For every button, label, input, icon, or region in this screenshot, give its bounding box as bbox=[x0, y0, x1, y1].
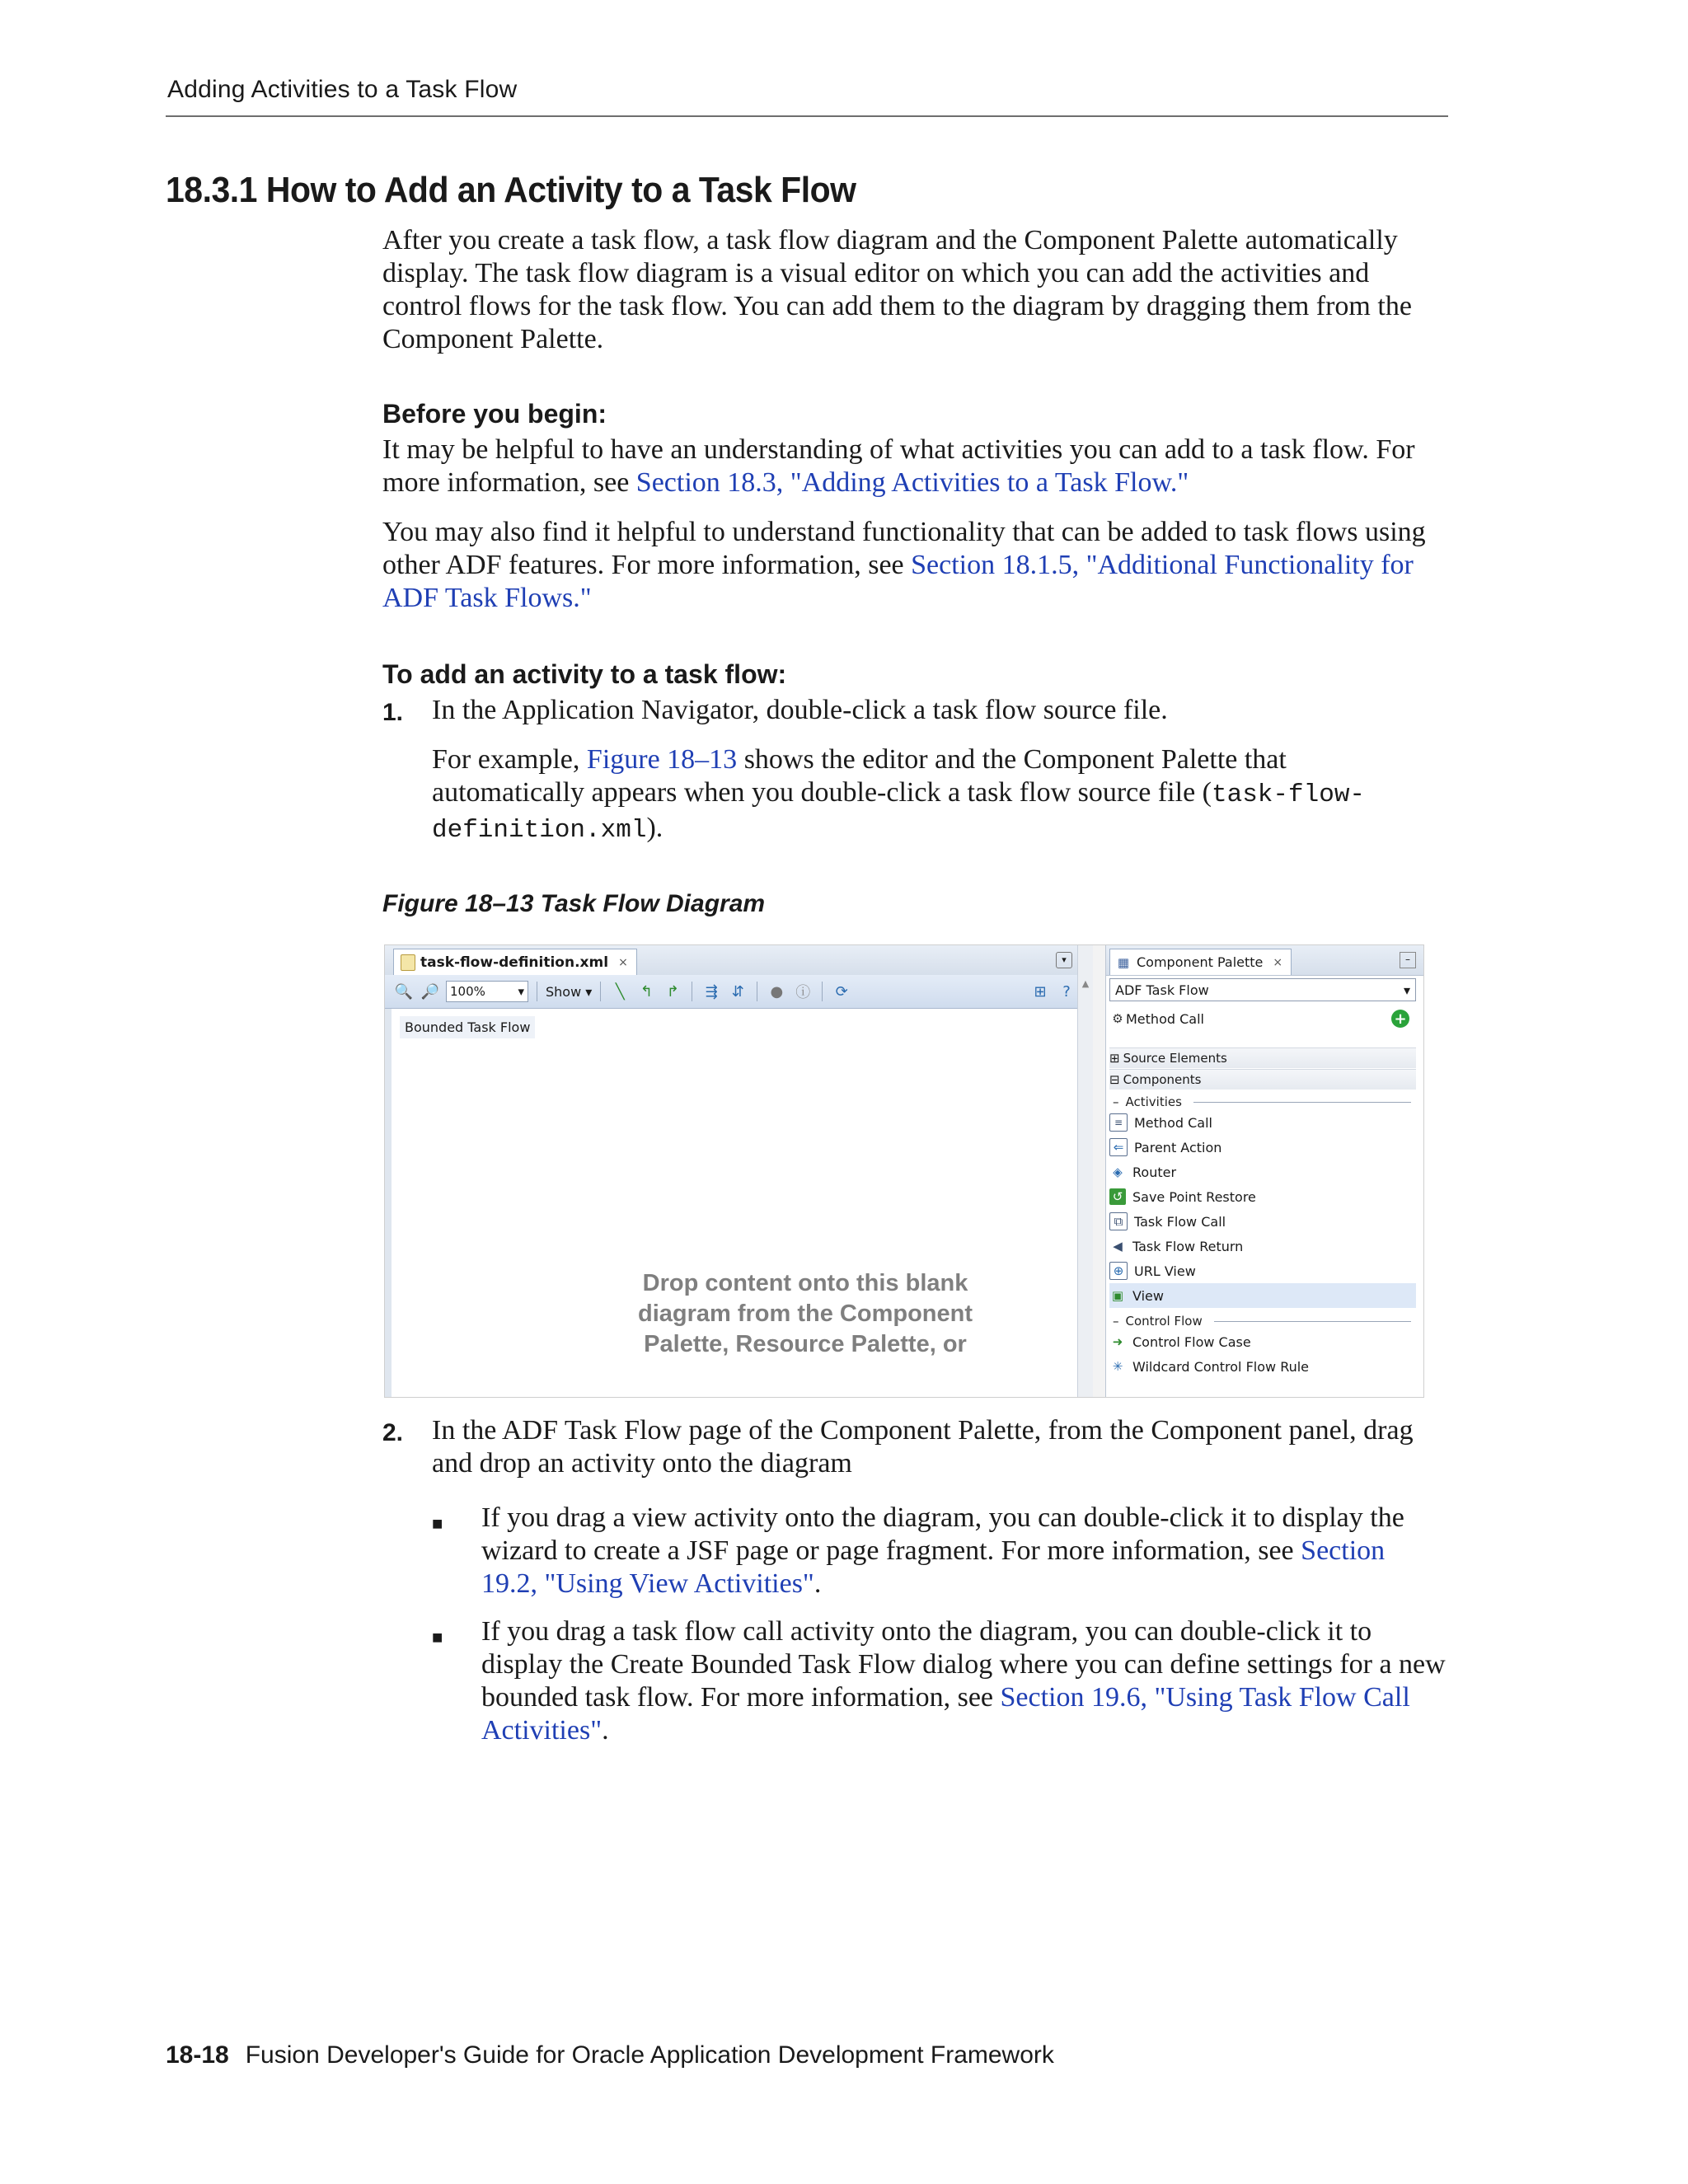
xml-file-icon bbox=[401, 954, 415, 971]
before-paragraph-1 bbox=[382, 434, 1446, 499]
editor-tab-bar bbox=[385, 945, 1077, 976]
bullet-1-text bbox=[481, 1502, 1447, 1601]
editor-scrollbar[interactable] bbox=[1077, 945, 1093, 1397]
before-paragraph-2 bbox=[382, 516, 1446, 615]
link-section-18-1-5[interactable]: Section 18.1.5, "Additional Functionality for ADF Task Flows." bbox=[382, 550, 1414, 613]
palette-tab[interactable] bbox=[1109, 949, 1292, 975]
link-figure-18-13[interactable]: Figure 18–13 bbox=[586, 744, 738, 775]
category-label: Control Flow bbox=[1125, 1314, 1203, 1329]
link-section-19-2[interactable]: Section 19.2, "Using View Activities" bbox=[481, 1535, 1386, 1599]
bullet-2-text bbox=[481, 1615, 1447, 1747]
step-1-example bbox=[432, 743, 1446, 847]
item-label: Method Call bbox=[1134, 1114, 1212, 1131]
group-label: Source Elements bbox=[1123, 1051, 1227, 1066]
palette-group-source-elements[interactable] bbox=[1109, 1047, 1416, 1068]
running-header: Adding Activities to a Task Flow bbox=[167, 76, 518, 103]
zoom-in-icon[interactable]: 🔍 bbox=[394, 982, 414, 1001]
palette-item-task-flow-call[interactable] bbox=[1109, 1209, 1416, 1234]
link-section-18-3[interactable]: Section 18.3, "Adding Activities to a Task Flow." bbox=[635, 467, 1189, 498]
palette-tab-label: Component Palette bbox=[1137, 954, 1264, 970]
dash-icon: – bbox=[1113, 1094, 1119, 1109]
step-1-example-c: ). bbox=[646, 813, 663, 843]
palette-item-wildcard-control-flow-rule[interactable] bbox=[1109, 1354, 1416, 1379]
method-call-icon: ≡ bbox=[1109, 1113, 1128, 1132]
help-icon[interactable]: ? bbox=[1062, 982, 1071, 1001]
step-2-text: In the ADF Task Flow page of the Component Palette, from the Component panel, drag and drop an activity onto the diagram bbox=[432, 1415, 1414, 1479]
bullet-marker: ■ bbox=[432, 1627, 443, 1647]
palette-category-control-flow bbox=[1109, 1311, 1416, 1331]
palette-page-value: ADF Task Flow bbox=[1115, 982, 1209, 998]
bullet-1-body: If you drag a view activity onto the diagram, you can double-click it to display the wizard to create a JSF page or page fragment. For more information, see bbox=[481, 1502, 1404, 1566]
item-label: Parent Action bbox=[1134, 1139, 1222, 1155]
zoom-select[interactable] bbox=[446, 981, 528, 1002]
step-1-example-b: shows the editor and the Component Palette that automatically appears when you double-click a task flow source file ( bbox=[432, 744, 1287, 808]
scroll-up-icon[interactable]: ▲ bbox=[1081, 978, 1090, 989]
palette-item-method-call[interactable] bbox=[1109, 1110, 1416, 1135]
save-point-icon: ↺ bbox=[1109, 1188, 1126, 1205]
before-p1-text: It may be helpful to have an understanding of what activities you can add to a task flow. For more information, see bbox=[382, 434, 1415, 498]
task-flow-return-icon: ◀ bbox=[1113, 1239, 1123, 1254]
arrow-right-icon: ➜ bbox=[1112, 1334, 1123, 1349]
item-label: URL View bbox=[1134, 1263, 1196, 1279]
recent-item-label: Method Call bbox=[1126, 1010, 1204, 1027]
connector-icon[interactable]: ↰ bbox=[640, 982, 653, 1001]
overview-icon[interactable]: ⊞ bbox=[1034, 982, 1047, 1001]
item-label: View bbox=[1132, 1287, 1164, 1304]
code-filename: task-flow-definition.xml bbox=[432, 780, 1366, 845]
before-p2-text: You may also find it helpful to understand functionality that can be added to task flows using other ADF features. For more information, see bbox=[382, 517, 1426, 580]
page-number: 18-18 bbox=[166, 2041, 229, 2069]
wildcard-icon: ✳ bbox=[1112, 1359, 1123, 1374]
procedure-heading: To add an activity to a task flow: bbox=[382, 659, 787, 689]
router-icon: ◈ bbox=[1113, 1165, 1123, 1179]
palette-category-activities bbox=[1109, 1092, 1416, 1112]
task-flow-call-icon: ⧉ bbox=[1109, 1212, 1128, 1230]
dash-icon: – bbox=[1113, 1314, 1119, 1329]
step-1-text: In the Application Navigator, double-click a task flow source file. bbox=[432, 695, 1168, 725]
category-label: Activities bbox=[1125, 1094, 1182, 1109]
editor-tab-label: task-flow-definition.xml bbox=[420, 954, 609, 971]
item-label: Task Flow Return bbox=[1132, 1238, 1244, 1254]
url-view-icon: ⊕ bbox=[1109, 1262, 1128, 1280]
minimize-icon[interactable]: – bbox=[1400, 952, 1416, 968]
step-2-number: 2. bbox=[382, 1419, 404, 1446]
close-icon[interactable]: × bbox=[1273, 955, 1283, 969]
connector-elbow-icon[interactable]: ↱ bbox=[666, 982, 679, 1001]
divider bbox=[1214, 1321, 1411, 1322]
view-icon: ▣ bbox=[1111, 1288, 1124, 1303]
palette-item-control-flow-case[interactable] bbox=[1109, 1329, 1416, 1354]
intro-paragraph: After you create a task flow, a task flow diagram and the Component Palette automatically display. The task flow diagram is a visual editor on which you can add the activities and control flows for the task flow. You can add them to the diagram by dragging them from the Component Palette. bbox=[382, 225, 1412, 354]
expand-icon: ⊞ bbox=[1109, 1051, 1120, 1066]
method-call-icon: ⚙ bbox=[1112, 1011, 1123, 1026]
item-label: Router bbox=[1132, 1164, 1177, 1180]
divider bbox=[1193, 1102, 1411, 1103]
item-label: Wildcard Control Flow Rule bbox=[1132, 1358, 1310, 1375]
palette-item-router[interactable] bbox=[1109, 1160, 1416, 1184]
close-icon[interactable]: × bbox=[618, 955, 628, 969]
component-palette bbox=[1105, 945, 1424, 1397]
palette-tab-bar bbox=[1106, 945, 1424, 976]
chevron-down-icon[interactable]: ▾ bbox=[1056, 952, 1072, 968]
drop-hint-text: Drop content onto this blank diagram from the Component Palette, Resource Palette, or bbox=[637, 1270, 973, 1357]
zoom-value: 100% bbox=[450, 984, 485, 999]
palette-group-components[interactable] bbox=[1109, 1069, 1416, 1090]
distribute-icon[interactable]: ⇵ bbox=[731, 982, 744, 1001]
chevron-down-icon: ▾ bbox=[1403, 982, 1410, 998]
header-rule bbox=[166, 115, 1448, 117]
palette-icon: ▦ bbox=[1117, 954, 1130, 970]
item-label: Control Flow Case bbox=[1132, 1333, 1251, 1350]
show-label: Show bbox=[546, 983, 582, 1000]
bullet-1-end: . bbox=[814, 1568, 822, 1599]
palette-page-select[interactable] bbox=[1109, 978, 1416, 1001]
editor-tab[interactable] bbox=[393, 949, 637, 975]
item-label: Task Flow Call bbox=[1134, 1213, 1226, 1230]
bullet-2-body: If you drag a task flow call activity onto the diagram, you can double-click it to display the Create Bounded Task Flow dialog where you can define settings for a new bounded task flow. For more information, see bbox=[481, 1616, 1446, 1713]
before-heading: Before you begin: bbox=[382, 399, 607, 429]
group-label: Components bbox=[1123, 1072, 1202, 1087]
section-title: 18.3.1 How to Add an Activity to a Task Flow bbox=[166, 170, 856, 210]
toolbar-separator bbox=[822, 982, 823, 1001]
toolbar-separator bbox=[600, 982, 601, 1001]
add-icon[interactable]: + bbox=[1391, 1010, 1409, 1028]
step-1-number: 1. bbox=[382, 699, 404, 726]
diagram-editor bbox=[385, 945, 1077, 1397]
palette-item-parent-action[interactable] bbox=[1109, 1135, 1416, 1160]
item-label: Save Point Restore bbox=[1132, 1188, 1256, 1205]
dot-icon[interactable]: ● bbox=[770, 982, 784, 1001]
palette-item-save-point-restore[interactable] bbox=[1109, 1184, 1416, 1209]
page-footer bbox=[166, 2041, 1054, 2069]
editor-gutter bbox=[385, 1009, 392, 1397]
editor-toolbar bbox=[385, 975, 1085, 1009]
palette-item-view[interactable] bbox=[1109, 1283, 1416, 1308]
bullet-marker: ■ bbox=[432, 1513, 443, 1534]
align-icon[interactable]: ⇶ bbox=[705, 982, 718, 1001]
palette-item-url-view[interactable] bbox=[1109, 1258, 1416, 1283]
link-section-19-6[interactable]: Section 19.6, "Using Task Flow Call Activities" bbox=[481, 1682, 1410, 1746]
bullet-2-end: . bbox=[602, 1715, 609, 1746]
warning-icon[interactable]: ⓘ bbox=[795, 984, 811, 1001]
figure-caption: Figure 18–13 Task Flow Diagram bbox=[382, 890, 766, 917]
refresh-icon[interactable]: ⟳ bbox=[835, 982, 848, 1001]
palette-item-task-flow-return[interactable] bbox=[1109, 1234, 1416, 1258]
zoom-out-icon[interactable]: 🔎 bbox=[420, 982, 440, 1001]
task-flow-diagram-screenshot bbox=[384, 944, 1424, 1398]
step-1-example-a: For example, bbox=[432, 744, 587, 775]
parent-action-icon: ⇐ bbox=[1109, 1138, 1128, 1156]
collapse-icon: ⊟ bbox=[1109, 1072, 1120, 1087]
chevron-down-icon: ▾ bbox=[518, 984, 524, 999]
show-menu[interactable]: Show ▾ bbox=[546, 983, 593, 1000]
palette-recent-item[interactable] bbox=[1109, 1006, 1416, 1031]
book-title: Fusion Developer's Guide for Oracle Application Development Framework bbox=[245, 2041, 1054, 2069]
bounded-task-flow-label: Bounded Task Flow bbox=[400, 1016, 535, 1038]
layout-icon[interactable]: ╲ bbox=[615, 982, 625, 1001]
